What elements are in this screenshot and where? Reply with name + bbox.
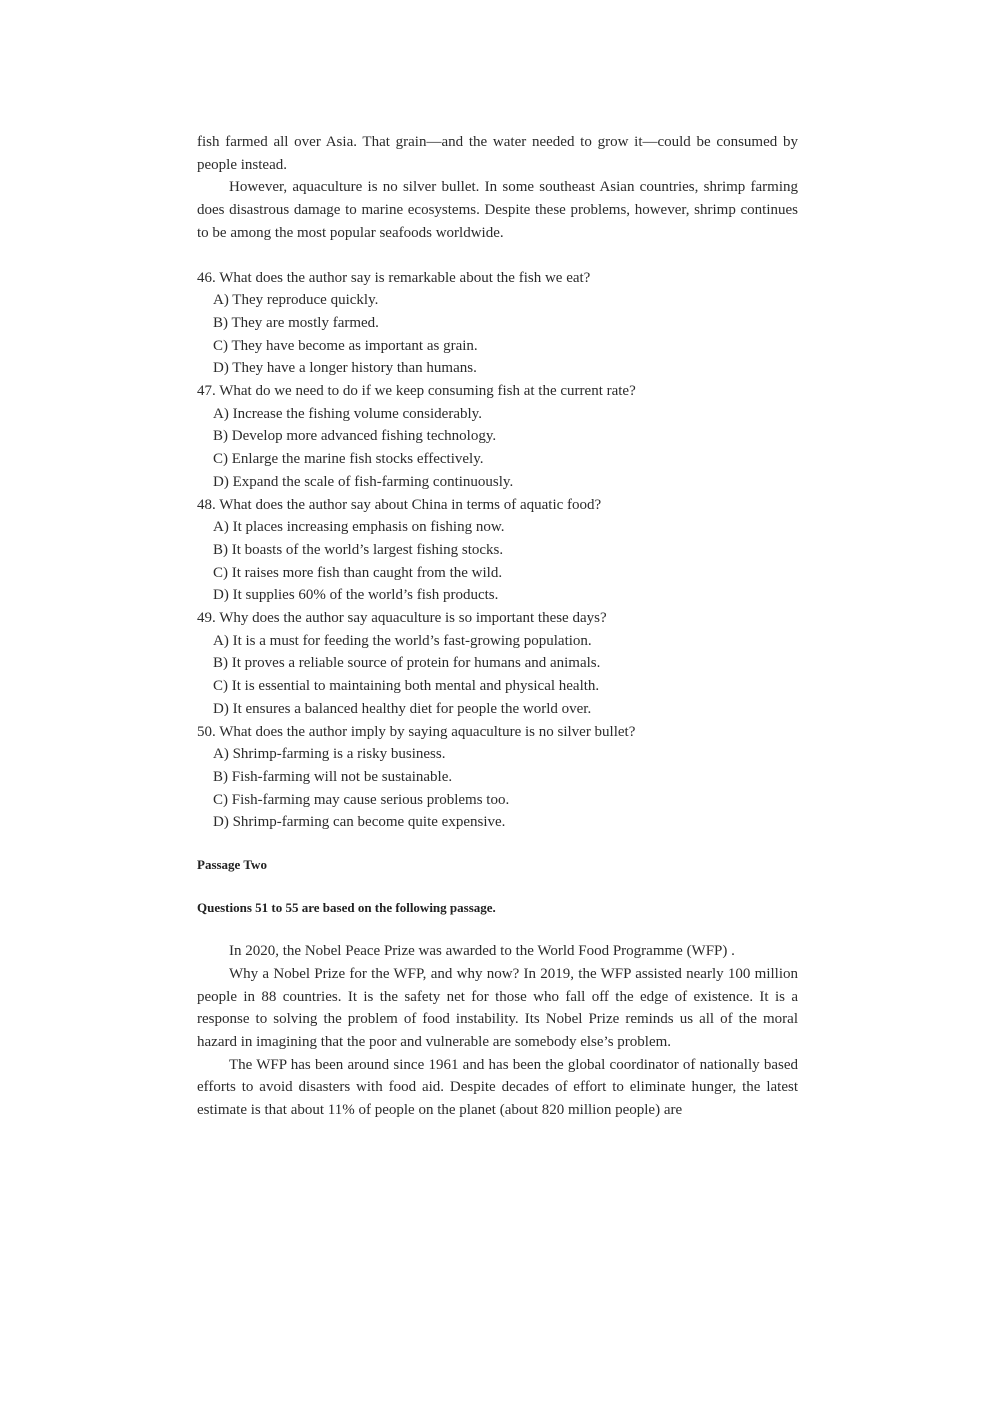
answer-option-b: B) It boasts of the world’s largest fishing stocks.	[213, 541, 504, 558]
paragraph: fish farmed all over Asia. That grain—and the water needed to grow it—could be consumed by people instead.	[197, 134, 798, 173]
question-47	[197, 380, 798, 494]
answer-option-b: B) Develop more advanced fishing technology.	[213, 428, 497, 445]
passage-two-instruction: Questions 51 to 55 are based on the following passage.	[197, 900, 496, 916]
question-stem: 48. What does the author say about China in terms of aquatic food?	[197, 496, 602, 513]
answer-option-b: B) Fish-farming will not be sustainable.	[213, 768, 453, 785]
passage-two-body	[197, 940, 798, 1122]
paragraph: In 2020, the Nobel Peace Prize was awarded to the World Food Programme (WFP) .	[229, 943, 735, 960]
question-stem: 47. What do we need to do if we keep consuming fish at the current rate?	[197, 383, 636, 400]
answer-option-a: A) They reproduce quickly.	[213, 292, 379, 309]
question-46	[197, 267, 798, 381]
answer-option-d: D) It supplies 60% of the world’s fish products.	[213, 587, 499, 604]
passage-two-title: Passage Two	[197, 857, 267, 873]
answer-option-b: B) They are mostly farmed.	[213, 314, 379, 331]
answer-option-c: C) It raises more fish than caught from the wild.	[213, 564, 503, 581]
paragraph: The WFP has been around since 1961 and has been the global coordinator of nationally based efforts to avoid disasters with food aid. Despite decades of effort to eliminate hunger, the latest estimate is that about 11% of people on the planet (about 820 million people) are	[197, 1056, 798, 1119]
answer-option-a: A) Shrimp-farming is a risky business.	[213, 746, 446, 763]
answer-option-b: B) It proves a reliable source of protein for humans and animals.	[213, 655, 601, 672]
answer-option-d: D) Shrimp-farming can become quite expensive.	[213, 814, 506, 831]
paragraph: Why a Nobel Prize for the WFP, and why now? In 2019, the WFP assisted nearly 100 million people in 88 countries. It is the safety net for those who fall off the edge of existence. It is a response to solving the problem of food instability. Its Nobel Prize reminds us all of the moral hazard in imagining that the poor and vulnerable are somebody else’s problem.	[197, 965, 798, 1050]
question-49	[197, 607, 798, 721]
answer-option-a: A) It is a must for feeding the world’s fast-growing population.	[213, 632, 592, 649]
paragraph: However, aquaculture is no silver bullet. In some southeast Asian countries, shrimp farming does disastrous damage to marine ecosystems. Despite these problems, however, shrimp continues to be among the most popular seafoods worldwide.	[197, 179, 798, 241]
answer-option-d: D) They have a longer history than humans.	[213, 360, 477, 377]
answer-option-c: C) They have become as important as grain.	[213, 337, 478, 354]
answer-option-c: C) Enlarge the marine fish stocks effectively.	[213, 451, 484, 468]
question-48	[197, 494, 798, 608]
answer-option-d: D) It ensures a balanced healthy diet for people the world over.	[213, 700, 592, 717]
document-page	[197, 131, 798, 1122]
passage-one-tail	[197, 131, 798, 245]
question-50	[197, 721, 798, 835]
answer-option-d: D) Expand the scale of fish-farming continuously.	[213, 473, 514, 490]
question-stem: 50. What does the author imply by saying aquaculture is no silver bullet?	[197, 723, 636, 740]
answer-option-c: C) Fish-farming may cause serious problems too.	[213, 791, 510, 808]
question-stem: 49. Why does the author say aquaculture is so important these days?	[197, 610, 607, 627]
question-stem: 46. What does the author say is remarkable about the fish we eat?	[197, 269, 591, 286]
question-list	[197, 267, 798, 835]
answer-option-c: C) It is essential to maintaining both mental and physical health.	[213, 678, 600, 695]
answer-option-a: A) Increase the fishing volume considerably.	[213, 405, 482, 422]
answer-option-a: A) It places increasing emphasis on fishing now.	[213, 519, 505, 536]
